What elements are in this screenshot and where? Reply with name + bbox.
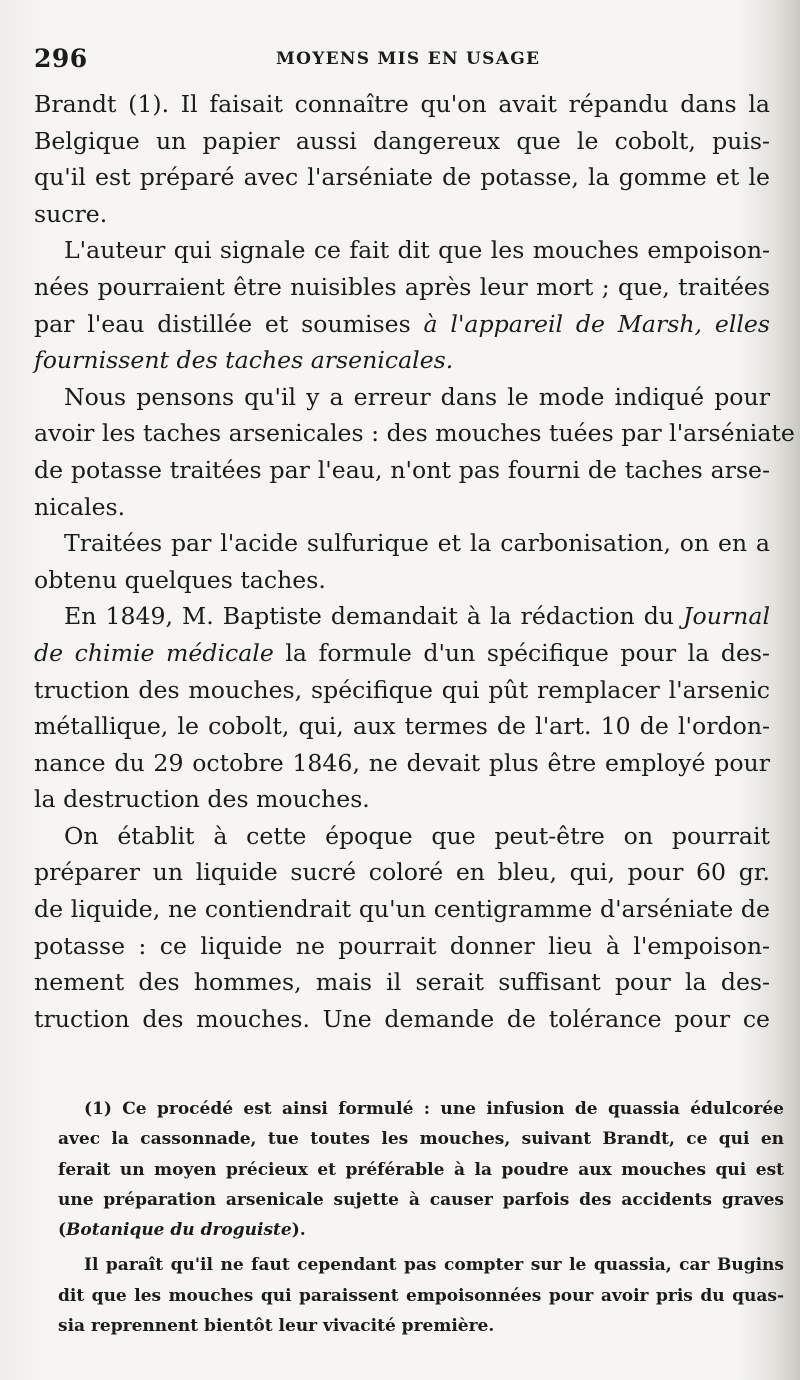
text-line: truction des mouches, spécifique qui pût remplacer l'arsenic [34,675,770,704]
text-line: avoir les taches arsenicales : des mouches tuées par l'arséniate [34,419,795,448]
text-line: préparer un liquide sucré coloré en bleu, qui, pour 60 gr. [34,858,770,887]
text-line: nement des hommes, mais il serait suffisant pour la des- [34,968,770,997]
text-line: En 1849, M. Baptiste demandait à la rédaction du Journal [64,602,770,631]
footnotes [58,1094,784,1341]
running-head: MOYENS MIS EN USAGE [276,49,541,69]
text-line: potasse : ce liquide ne pourrait donner lieu à l'empoison- [34,931,770,960]
italic-run: Journal [683,602,770,631]
italic-run: Botanique du droguiste [66,1220,292,1241]
footnote-line: une préparation arsenicale sujette à causer parfois des accidents graves [58,1189,784,1210]
footnote-line: dit que les mouches qui paraissent empoisonnées pour avoir pris du quas- [58,1285,784,1306]
text-line: sucre. [34,199,108,228]
text-line: Brandt (1). Il faisait connaître qu'on avait répandu dans la [34,90,770,118]
page-number: 296 [34,44,88,73]
footnote-line: ferait un moyen précieux et préférable à la poudre aux mouches qui est [58,1159,784,1180]
text-line: par l'eau distillée et soumises à l'appareil de Marsh, elles [34,309,770,338]
italic-run: à l'appareil de Marsh, elles [423,309,770,338]
text-line: On établit à cette époque que peut-être on pourrait [64,821,770,850]
text-line: Traitées par l'acide sulfurique et la carbonisation, on en a [64,529,770,558]
text-line: de liquide, ne contiendrait qu'un centigramme d'arséniate de [34,895,770,924]
footnote-line: Il paraît qu'il ne faut cependant pas compter sur le quassia, car Bugins [84,1255,784,1276]
text-line: nées pourraient être nuisibles après leur mort ; que, traitées [34,272,770,301]
text-line: Belgique un papier aussi dangereux que le cobolt, puis- [34,126,770,155]
text-line: L'auteur qui signale ce fait dit que les mouches empoison- [64,236,770,265]
text-line: truction des mouches. Une demande de tolérance pour ce [34,1004,770,1033]
italic-run: de chimie médicale [34,638,274,667]
text-line: nicales. [34,492,126,521]
page-header [34,44,764,78]
footnote-line: avec la cassonnade, tue toutes les mouches, suivant Brandt, ce qui en [58,1129,784,1150]
footnote-line: (Botanique du droguiste). [58,1220,306,1241]
text-line [34,342,770,379]
text-line: métallique, le cobolt, qui, aux termes de l'art. 10 de l'ordon- [34,712,770,741]
text-line: la destruction des mouches. [34,785,370,814]
text-line: Nous pensons qu'il y a erreur dans le mode indiqué pour [64,382,770,411]
text-line: obtenu quelques taches. [34,565,326,594]
text-line: nance du 29 octobre 1846, ne devait plus être employé pour [34,748,770,777]
footnote-line: (1) Ce procédé est ainsi formulé : une infusion de quassia édulcorée [84,1099,784,1119]
text-line: qu'il est préparé avec l'arséniate de potasse, la gomme et le [34,163,770,192]
italic-run: fournissent des taches arsenicales. [34,346,454,375]
body-text [34,86,795,1037]
footnote-line: sia reprennent bientôt leur vivacité première. [58,1316,495,1337]
text-line: de potasse traitées par l'eau, n'ont pas fourni de taches arse- [34,455,770,484]
text-line: de chimie médicale la formule d'un spécifique pour la des- [34,638,770,667]
